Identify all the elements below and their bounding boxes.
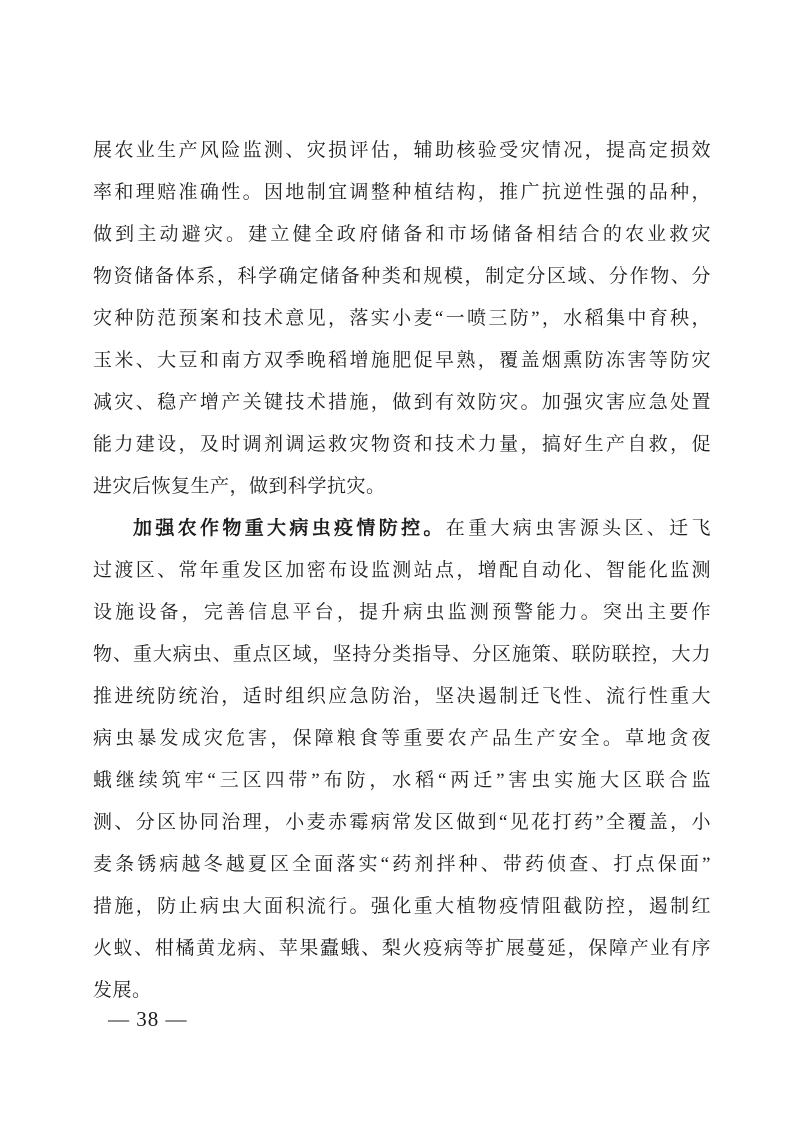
text-line: 火蚁、柑橘黄龙病、苹果蠹蛾、梨火疫病等扩展蔓延，保障产业有序 <box>93 938 711 959</box>
text-line: 减灾、稳产增产关键技术措施，做到有效防灾。加强灾害应急处置 <box>93 392 711 413</box>
text-line: 测、分区协同治理，小麦赤霉病常发区做到“见花打药”全覆盖，小 <box>93 812 711 833</box>
document-body <box>93 130 711 1012</box>
text-line: 物资储备体系，科学确定储备种类和规模，制定分区域、分作物、分 <box>93 266 711 287</box>
text-line: 发展。 <box>93 980 152 1001</box>
text-line: 病虫暴发成灾危害，保障粮食等重要农产品生产安全。草地贪夜 <box>93 728 711 749</box>
text-line: 设施设备，完善信息平台，提升病虫监测预警能力。突出主要作 <box>93 602 711 623</box>
page-number: — 38 — <box>108 1007 188 1031</box>
text-line: 加强农作物重大病虫疫情防控。在重大病虫害源头区、迁飞 <box>133 518 711 539</box>
pest-control-paragraph <box>93 508 711 1012</box>
page-footer <box>108 1005 188 1033</box>
text-line: 麦条锈病越冬越夏区全面落实“药剂拌种、带药侦查、打点保面” <box>93 854 711 875</box>
text-line: 过渡区、常年重发区加密布设监测站点，增配自动化、智能化监测 <box>93 560 711 581</box>
disaster-prevention-paragraph <box>93 130 711 508</box>
text-line: 做到主动避灾。建立健全政府储备和市场储备相结合的农业救灾 <box>93 224 711 245</box>
text-line: 玉米、大豆和南方双季晚稻增施肥促早熟，覆盖烟熏防冻害等防灾 <box>93 350 711 371</box>
text-line: 展农业生产风险监测、灾损评估，辅助核验受灾情况，提高定损效 <box>93 140 711 161</box>
text-line: 蛾继续筑牢“三区四带”布防，水稻“两迁”害虫实施大区联合监 <box>93 770 711 791</box>
text-line: 进灾后恢复生产，做到科学抗灾。 <box>93 476 386 497</box>
text-line: 率和理赔准确性。因地制宜调整种植结构，推广抗逆性强的品种， <box>93 182 711 203</box>
text-line: 灾种防范预案和技术意见，落实小麦“一喷三防”，水稻集中育秧， <box>93 308 711 329</box>
text-line: 推进统防统治，适时组织应急防治，坚决遏制迁飞性、流行性重大 <box>93 686 711 707</box>
text-line: 措施，防止病虫大面积流行。强化重大植物疫情阻截防控，遏制红 <box>93 896 711 917</box>
paragraph-lead-bold: 加强农作物重大病虫疫情防控。 <box>133 518 446 539</box>
text-line: 能力建设，及时调剂调运救灾物资和技术力量，搞好生产自救，促 <box>93 434 711 455</box>
text-line: 物、重大病虫、重点区域，坚持分类指导、分区施策、联防联控，大力 <box>93 644 711 665</box>
